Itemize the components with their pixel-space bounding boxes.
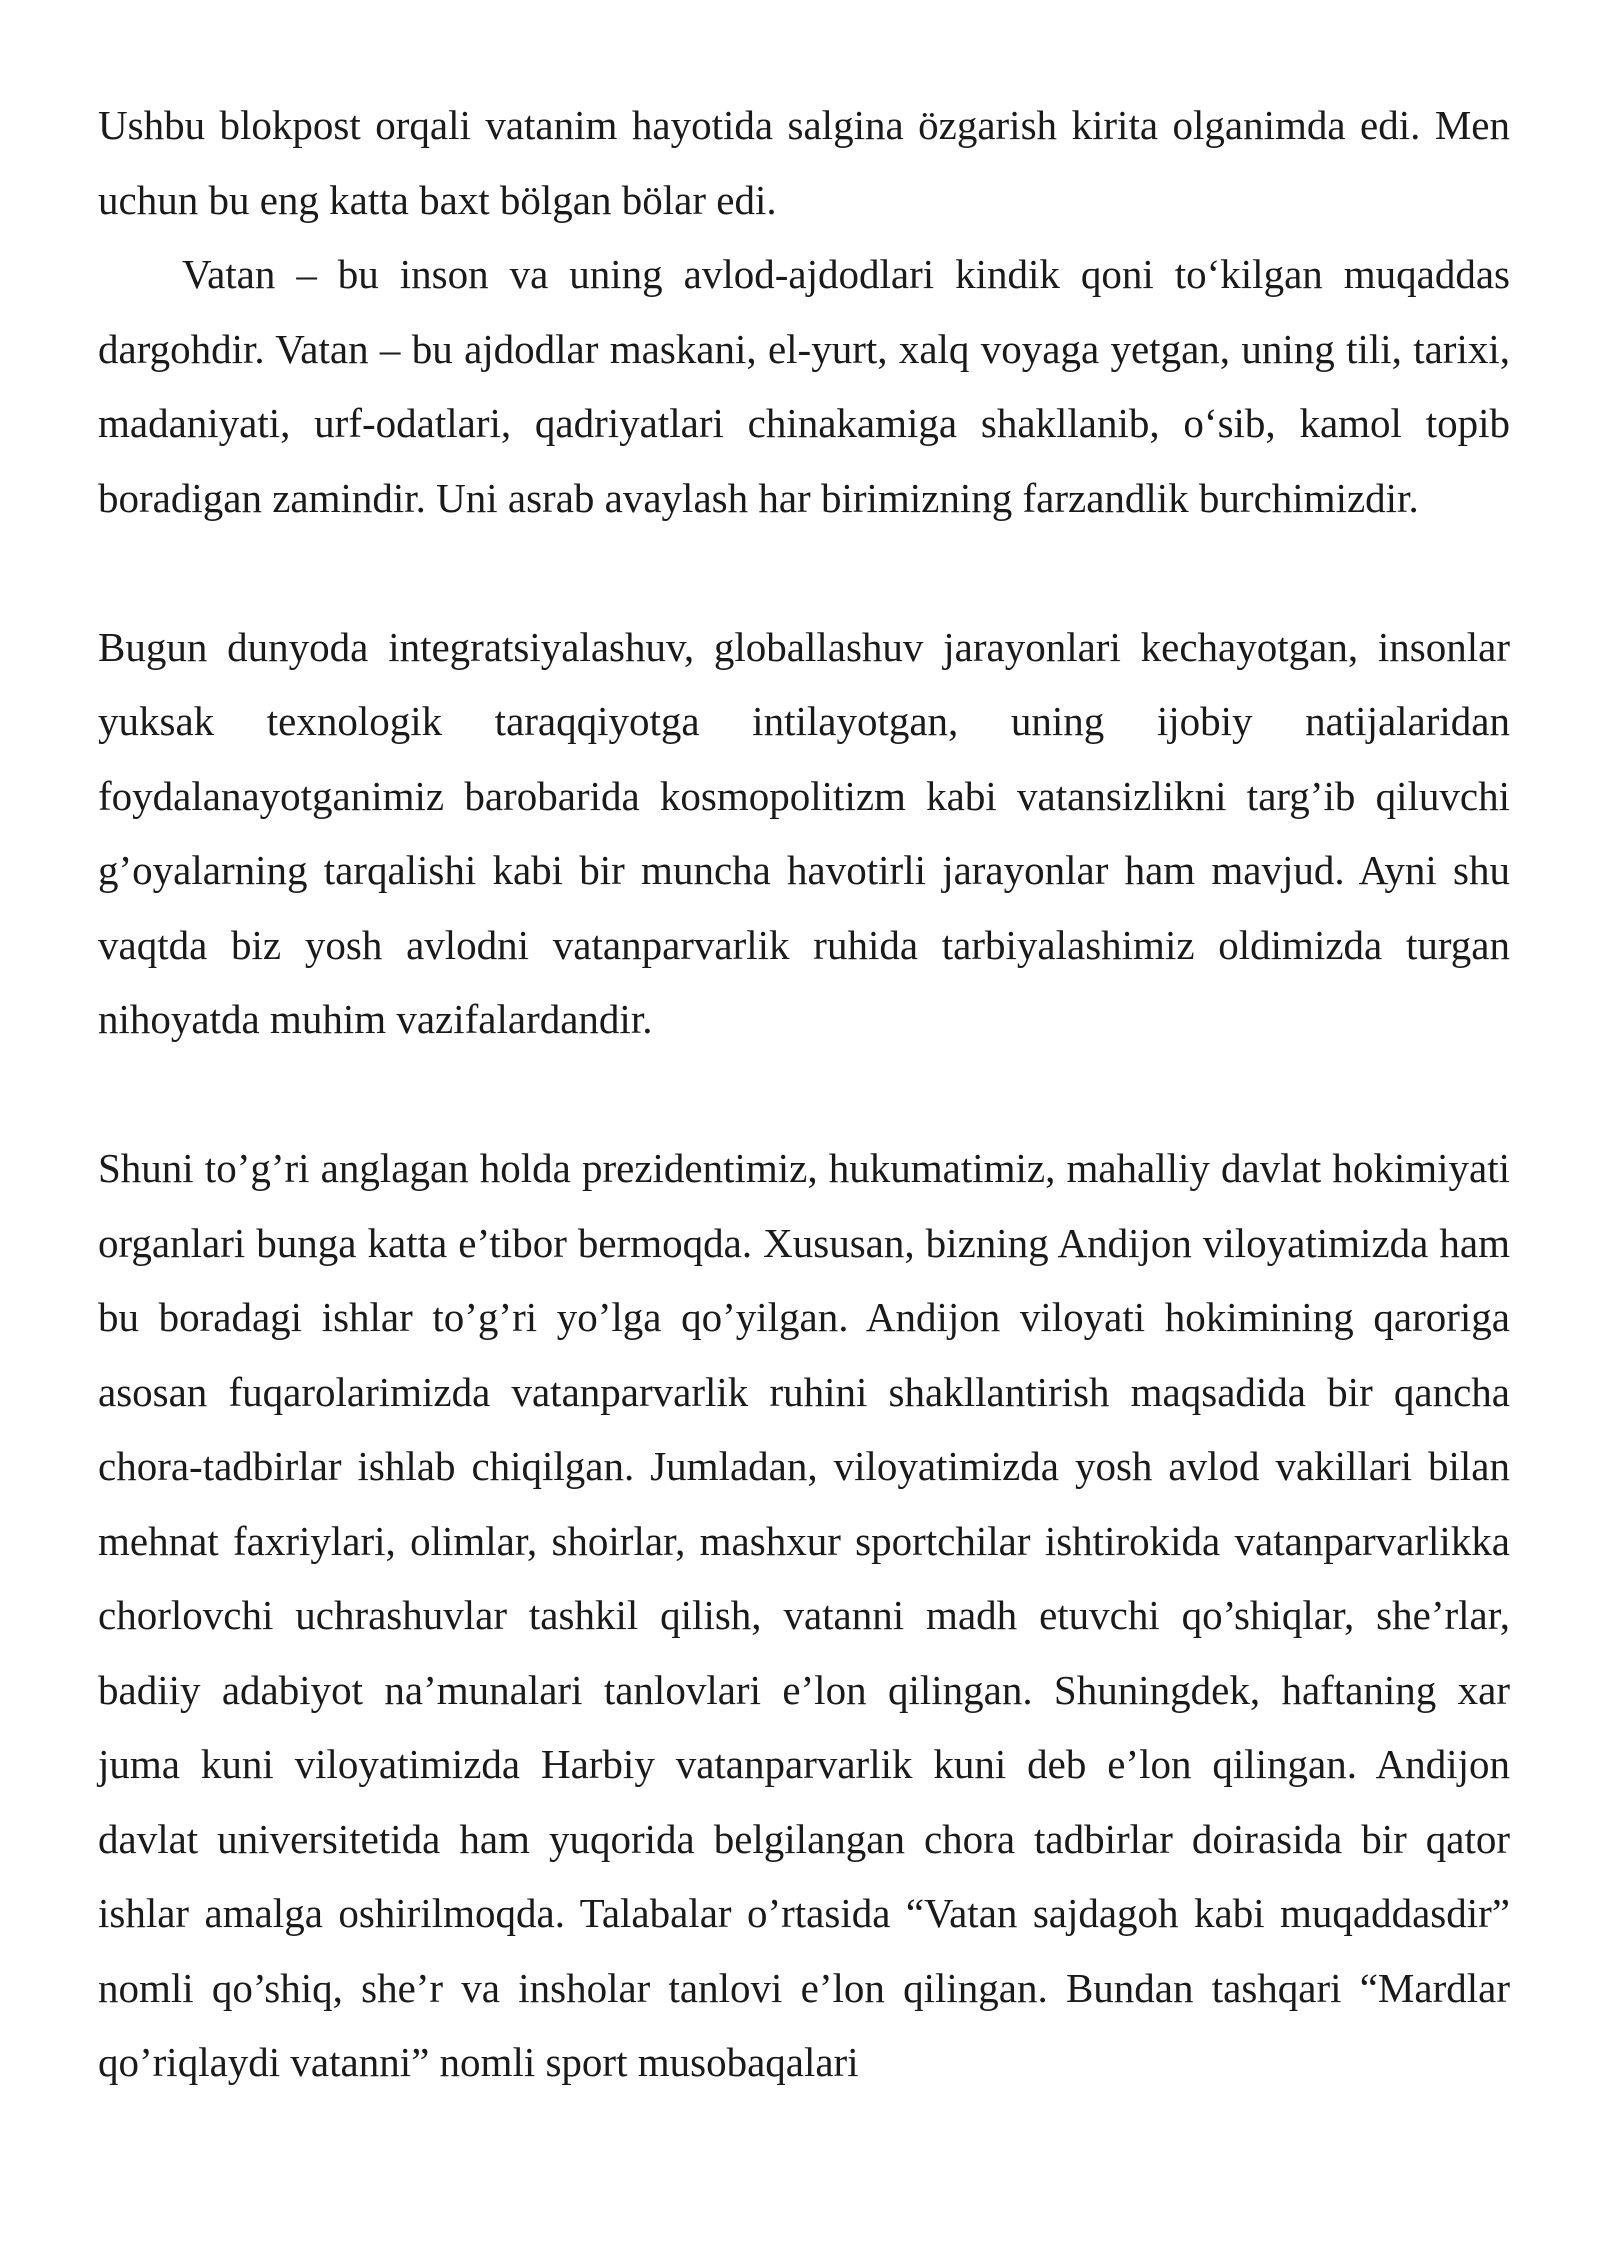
paragraph-andijon-measures: Shuni to’g’ri anglagan holda prezidentimiz, hukumatimiz, mahalliy davlat hokimiyati organlari bunga katta e’tibor bermoqda. Xususan, bizning Andijon viloyatimizda ham bu boradagi ishlar to’g’ri yo’lga qo’yilgan. Andijon viloyati hokimining qaroriga asosan fuqarolarimizda vatanparvarlik ruhini shakllantirish maqsadida bir qancha chora-tadbirlar ishlab chiqilgan. Jumladan, viloyatimizda yosh avlod vakillari bilan mehnat faxriylari, olimlar, shoirlar, mashxur sportchilar ishtirokida vatanparvarlikka chorlovchi uchrashuvlar tashkil qilish, vatanni madh etuvchi qo’shiqlar, she’rlar, badiiy adabiyot na’munalari tanlovlari e’lon qilingan. Shuningdek, haftaning xar juma kuni viloyatimizda Harbiy vatanparvarlik kuni deb e’lon qilingan. Andijon davlat universitetida ham yuqorida belgilangan chora tadbirlar doirasida bir qator ishlar amalga oshirilmoqda. Talabalar o’rtasida “Vatan sajdagoh kabi muqaddasdir” nomli qo’shiq, she’r va insholar tanlovi e’lon qilingan. Bundan tashqari “Mardlar qo’riqlaydi vatanni” nomli sport musobaqalari	[98, 1145, 1510, 2085]
paragraph-globalization: Bugun dunyoda integratsiyalashuv, globallashuv jarayonlari kechayotgan, insonlar yuksak texnologik taraqqiyotga intilayotgan, uning ijobiy natijalaridan foydalanayotganimiz barobarida kosmopolitizm kabi vatansizlikni targ’ib qiluvchi g’oyalarning tarqalishi kabi bir muncha havotirli jarayonlar ham mavjud. Ayni shu vaqtda biz yosh avlodni vatanparvarlik ruhida tarbiyalashimiz oldimizda turgan nihoyatda muhim vazifalardandir.	[98, 623, 1510, 1042]
document-page	[98, 88, 1510, 2100]
paragraph-intro: Ushbu blokpost orqali vatanim hayotida salgina özgarish kirita olganimda edi. Men uchun bu eng katta baxt bölgan bölar edi.	[98, 102, 1510, 223]
paragraph-vatan-definition: Vatan – bu inson va uning avlod-ajdodlari kindik qoni to‘kilgan muqaddas dargohdir. Vatan – bu ajdodlar maskani, el-yurt, xalq voyaga yetgan, uning tili, tarixi, madaniyati, urf-odatlari, qadriyatlari chinakamiga shakllanib, o‘sib, kamol topib boradigan zamindir. Uni asrab avaylash har birimizning farzandlik burchimizdir.	[98, 251, 1510, 521]
